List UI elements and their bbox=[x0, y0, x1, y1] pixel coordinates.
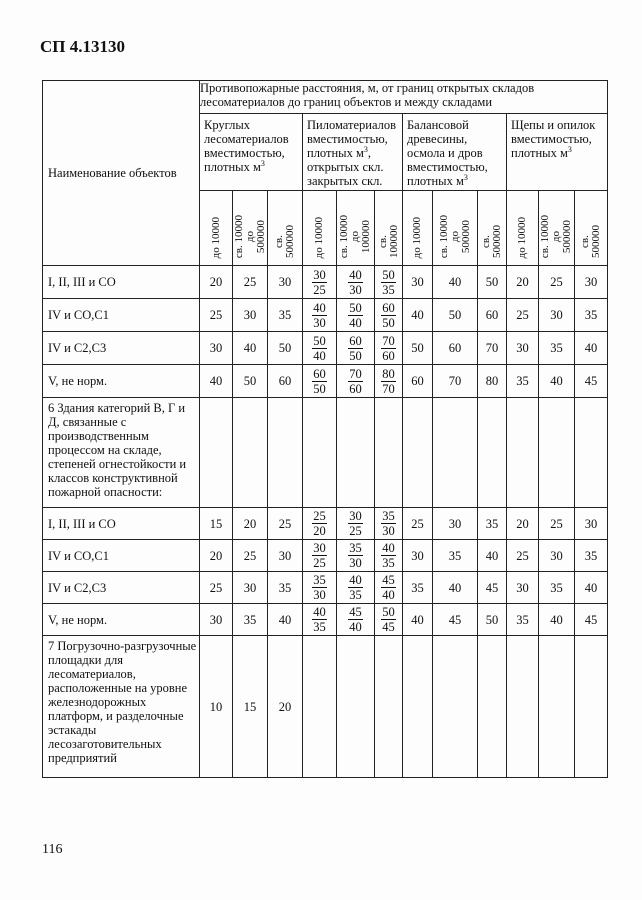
distance-value: 60 bbox=[433, 332, 478, 365]
distance-value: 25 bbox=[539, 266, 575, 299]
distance-value: 20 bbox=[268, 636, 303, 778]
distance-value: 35 bbox=[507, 604, 539, 636]
distance-value: 30 bbox=[200, 332, 233, 365]
distance-value bbox=[507, 636, 539, 778]
distance-value: 30 bbox=[200, 604, 233, 636]
distance-value bbox=[337, 266, 375, 299]
open-closed-fraction: $\frac{70}{60}$ bbox=[382, 333, 395, 363]
distance-value bbox=[375, 398, 403, 508]
open-closed-fraction: $\frac{35}{30}$ bbox=[349, 541, 362, 570]
table-row bbox=[43, 572, 608, 604]
distance-value bbox=[403, 398, 433, 508]
distance-value: 45 bbox=[478, 572, 507, 604]
capacity-subheader: св. 100000 bbox=[375, 191, 403, 266]
distance-value bbox=[375, 636, 403, 778]
distance-value bbox=[375, 299, 403, 332]
distance-value: 20 bbox=[507, 266, 539, 299]
distance-value bbox=[337, 508, 375, 540]
distance-value bbox=[375, 572, 403, 604]
distance-value bbox=[433, 636, 478, 778]
distance-value bbox=[200, 398, 233, 508]
open-closed-fraction: $\frac{45}{40}$ bbox=[382, 573, 395, 602]
row-label: IV и С2,С3 bbox=[43, 572, 200, 604]
open-closed-fraction: $\frac{50}{35}$ bbox=[382, 267, 395, 297]
distance-value: 20 bbox=[233, 508, 268, 540]
distance-value: 20 bbox=[200, 540, 233, 572]
distance-value bbox=[303, 398, 337, 508]
distance-value bbox=[233, 398, 268, 508]
table-row bbox=[43, 508, 608, 540]
distance-value: 50 bbox=[233, 365, 268, 398]
table-row bbox=[43, 266, 608, 299]
distance-value: 30 bbox=[575, 266, 608, 299]
distance-value: 45 bbox=[433, 604, 478, 636]
distance-value: 50 bbox=[433, 299, 478, 332]
row-label: IV и С2,С3 bbox=[43, 332, 200, 365]
distance-value: 10 bbox=[200, 636, 233, 778]
distance-value: 40 bbox=[539, 604, 575, 636]
distance-value bbox=[575, 636, 608, 778]
capacity-subheader: св. 500000 bbox=[478, 191, 507, 266]
group-header: Пиломатериалов вместимостью, плотных $м^3$, открытых скл. закрытых скл. bbox=[303, 114, 403, 191]
row-label: IV и СО,С1 bbox=[43, 540, 200, 572]
distance-value bbox=[507, 398, 539, 508]
distance-value bbox=[337, 604, 375, 636]
distance-value: 30 bbox=[268, 266, 303, 299]
open-closed-fraction: $\frac{50}{45}$ bbox=[382, 605, 395, 634]
distance-value bbox=[337, 572, 375, 604]
open-closed-fraction: $\frac{40}{35}$ bbox=[382, 541, 395, 570]
open-closed-fraction: $\frac{35}{30}$ bbox=[313, 573, 326, 602]
open-closed-fraction: $\frac{40}{35}$ bbox=[349, 573, 362, 602]
distance-value: 60 bbox=[403, 365, 433, 398]
distance-value: 40 bbox=[403, 604, 433, 636]
distance-value: 40 bbox=[200, 365, 233, 398]
distance-value bbox=[375, 332, 403, 365]
distance-value bbox=[478, 398, 507, 508]
distance-value: 50 bbox=[478, 266, 507, 299]
distance-value: 40 bbox=[539, 365, 575, 398]
distance-value: 50 bbox=[403, 332, 433, 365]
distance-value bbox=[539, 398, 575, 508]
open-closed-fraction: $\frac{30}{25}$ bbox=[313, 541, 326, 570]
open-closed-fraction: $\frac{50}{40}$ bbox=[349, 300, 362, 330]
table-row bbox=[43, 365, 608, 398]
table-row bbox=[43, 332, 608, 365]
distance-value: 30 bbox=[268, 540, 303, 572]
open-closed-fraction: $\frac{35}{30}$ bbox=[382, 509, 395, 538]
distance-value: 30 bbox=[539, 299, 575, 332]
page-number: 116 bbox=[42, 842, 63, 857]
distance-value: 30 bbox=[507, 572, 539, 604]
distance-value: 25 bbox=[507, 540, 539, 572]
row-label: I, II, III и СО bbox=[43, 266, 200, 299]
open-closed-fraction: $\frac{30}{25}$ bbox=[349, 509, 362, 538]
distance-value: 40 bbox=[575, 332, 608, 365]
distance-value bbox=[375, 365, 403, 398]
open-closed-fraction: $\frac{40}{30}$ bbox=[349, 267, 362, 297]
capacity-subheader: св. 10000 до 500000 bbox=[233, 191, 268, 266]
distance-value: 25 bbox=[403, 508, 433, 540]
distance-value bbox=[375, 540, 403, 572]
distance-value bbox=[337, 540, 375, 572]
distance-value: 35 bbox=[403, 572, 433, 604]
distance-value: 35 bbox=[268, 572, 303, 604]
distance-value: 35 bbox=[575, 540, 608, 572]
open-closed-fraction: $\frac{45}{40}$ bbox=[349, 605, 362, 634]
group-header: Круглых лесоматериалов вместимостью, плотных $м^3$ bbox=[200, 114, 303, 191]
distance-value: 50 bbox=[478, 604, 507, 636]
distance-value bbox=[303, 365, 337, 398]
distance-value bbox=[375, 266, 403, 299]
open-closed-fraction: $\frac{50}{40}$ bbox=[313, 333, 326, 363]
open-closed-fraction: $\frac{60}{50}$ bbox=[313, 366, 326, 396]
open-closed-fraction: $\frac{40}{35}$ bbox=[313, 605, 326, 634]
distance-value: 30 bbox=[507, 332, 539, 365]
distance-value: 20 bbox=[200, 266, 233, 299]
group-header: Балансовой древесины, осмола и дров вместимостью, плотных $м^3$ bbox=[403, 114, 507, 191]
distance-value: 40 bbox=[403, 299, 433, 332]
table-row bbox=[43, 604, 608, 636]
capacity-subheader: св. 10000 до 500000 bbox=[539, 191, 575, 266]
distance-value bbox=[575, 398, 608, 508]
distance-value: 25 bbox=[233, 266, 268, 299]
distance-value bbox=[403, 636, 433, 778]
distance-value bbox=[539, 636, 575, 778]
distance-value: 40 bbox=[233, 332, 268, 365]
distance-value: 35 bbox=[539, 332, 575, 365]
capacity-subheader: св. 10000 до 500000 bbox=[433, 191, 478, 266]
distance-value bbox=[375, 508, 403, 540]
distance-value bbox=[337, 332, 375, 365]
table-row bbox=[43, 636, 608, 778]
distance-value bbox=[303, 332, 337, 365]
distance-value: 35 bbox=[268, 299, 303, 332]
distance-value: 80 bbox=[478, 365, 507, 398]
row-label: 7 Погрузочно-разгрузочные площадки для лесоматериалов, расположенные на уровне железнодорожных платформ, и разделочные эстакады лесозаготовительных предприятий bbox=[43, 636, 200, 778]
distance-value bbox=[268, 398, 303, 508]
distance-value: 40 bbox=[433, 572, 478, 604]
capacity-subheader: до 10000 bbox=[403, 191, 433, 266]
open-closed-fraction: $\frac{40}{30}$ bbox=[313, 300, 326, 330]
capacity-subheader: св. 10000 до 100000 bbox=[337, 191, 375, 266]
capacity-subheader: до 10000 bbox=[200, 191, 233, 266]
distance-value: 15 bbox=[200, 508, 233, 540]
distance-value bbox=[303, 572, 337, 604]
distance-value: 70 bbox=[478, 332, 507, 365]
distance-value bbox=[337, 299, 375, 332]
group-header: Щепы и опилок вместимостью, плотных $м^3$ bbox=[507, 114, 608, 191]
distance-value: 30 bbox=[403, 266, 433, 299]
open-closed-fraction: $\frac{70}{60}$ bbox=[349, 366, 362, 396]
open-closed-fraction: $\frac{25}{20}$ bbox=[313, 509, 326, 538]
row-label: V, не норм. bbox=[43, 604, 200, 636]
distance-value: 35 bbox=[433, 540, 478, 572]
distance-value: 30 bbox=[433, 508, 478, 540]
row-label: 6 Здания категорий В, Г и Д, связанные с производственным процессом на складе, степеней огнестойкости и классов конструктивной пожарной опасности: bbox=[43, 398, 200, 508]
distance-value: 35 bbox=[575, 299, 608, 332]
distances-header: Противопожарные расстояния, м, от границ открытых складов лесоматериалов до границ объектов и между складами bbox=[200, 81, 608, 114]
distance-value: 35 bbox=[233, 604, 268, 636]
table-row bbox=[43, 540, 608, 572]
distance-value bbox=[303, 540, 337, 572]
open-closed-fraction: $\frac{80}{70}$ bbox=[382, 366, 395, 396]
distance-value bbox=[303, 636, 337, 778]
fire-distance-table bbox=[42, 80, 608, 778]
distance-value: 40 bbox=[575, 572, 608, 604]
distance-value: 15 bbox=[233, 636, 268, 778]
distance-value: 60 bbox=[268, 365, 303, 398]
distance-value: 30 bbox=[233, 299, 268, 332]
distance-value bbox=[337, 365, 375, 398]
capacity-subheader: до 10000 bbox=[303, 191, 337, 266]
table-row bbox=[43, 299, 608, 332]
distance-value bbox=[478, 636, 507, 778]
distance-value: 45 bbox=[575, 604, 608, 636]
distance-value bbox=[375, 604, 403, 636]
distance-value: 25 bbox=[268, 508, 303, 540]
open-closed-fraction: $\frac{60}{50}$ bbox=[382, 300, 395, 330]
distance-value: 40 bbox=[478, 540, 507, 572]
capacity-subheader: св. 500000 bbox=[268, 191, 303, 266]
distance-value: 25 bbox=[200, 299, 233, 332]
distance-value: 25 bbox=[507, 299, 539, 332]
distance-value bbox=[303, 508, 337, 540]
open-closed-fraction: $\frac{30}{25}$ bbox=[313, 267, 326, 297]
distance-value bbox=[303, 604, 337, 636]
distance-value: 35 bbox=[539, 572, 575, 604]
distance-value: 30 bbox=[575, 508, 608, 540]
distance-value: 20 bbox=[507, 508, 539, 540]
objects-column-header: Наименование объектов bbox=[43, 81, 200, 266]
distance-value: 25 bbox=[233, 540, 268, 572]
distance-value: 30 bbox=[233, 572, 268, 604]
distance-value: 50 bbox=[268, 332, 303, 365]
distance-value bbox=[337, 636, 375, 778]
document-code: СП 4.13130 bbox=[40, 37, 125, 56]
distance-value: 25 bbox=[200, 572, 233, 604]
distance-value: 45 bbox=[575, 365, 608, 398]
distance-value: 25 bbox=[539, 508, 575, 540]
row-label: I, II, III и СО bbox=[43, 508, 200, 540]
row-label: V, не норм. bbox=[43, 365, 200, 398]
distance-value bbox=[433, 398, 478, 508]
distance-value: 35 bbox=[478, 508, 507, 540]
capacity-subheader: до 10000 bbox=[507, 191, 539, 266]
capacity-subheader: св. 500000 bbox=[575, 191, 608, 266]
distance-value: 30 bbox=[403, 540, 433, 572]
table-row bbox=[43, 398, 608, 508]
distance-value: 60 bbox=[478, 299, 507, 332]
distance-value: 30 bbox=[539, 540, 575, 572]
distance-value bbox=[337, 398, 375, 508]
distance-value: 35 bbox=[507, 365, 539, 398]
distance-value bbox=[303, 266, 337, 299]
distance-value bbox=[303, 299, 337, 332]
distance-value: 70 bbox=[433, 365, 478, 398]
row-label: IV и СО,С1 bbox=[43, 299, 200, 332]
distance-value: 40 bbox=[433, 266, 478, 299]
open-closed-fraction: $\frac{60}{50}$ bbox=[349, 333, 362, 363]
distance-value: 40 bbox=[268, 604, 303, 636]
